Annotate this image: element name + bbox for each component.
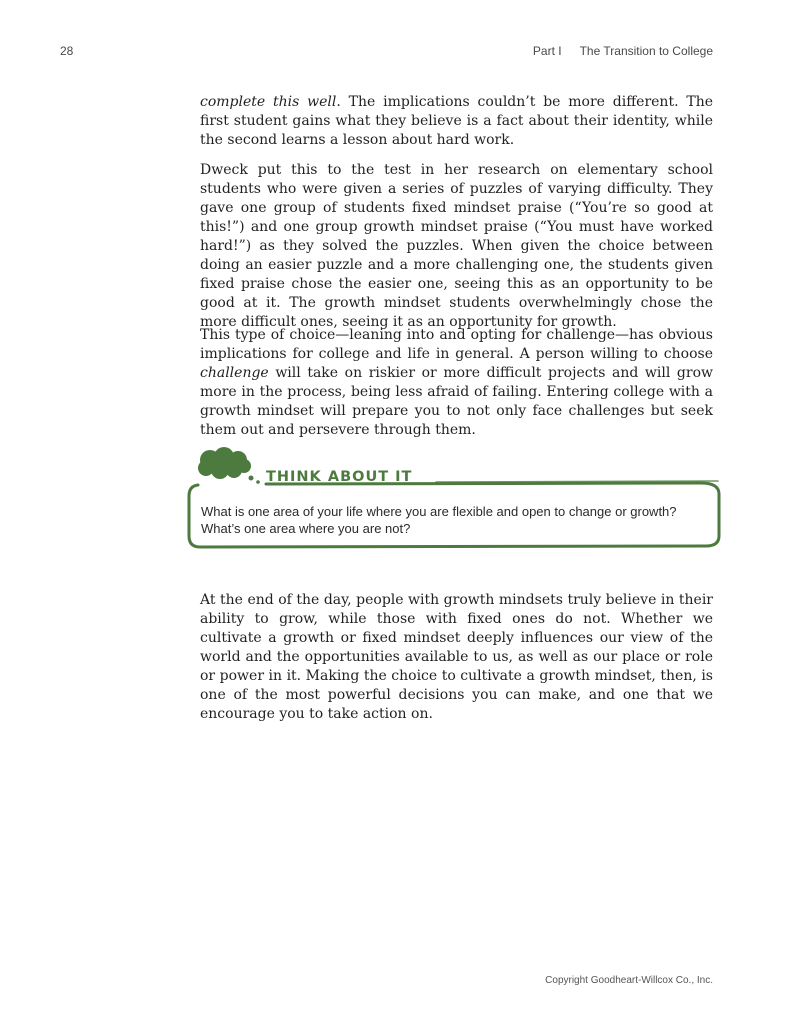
copyright-footer: Copyright Goodheart-Willcox Co., Inc. [545,975,713,986]
paragraph-3-italic: challenge [200,365,269,381]
paragraph-3-text-end: will take on riskier or more difficult projects and will grow more in the process, being less afraid of failing. Entering college with a growth mindset will prepare you to not only face challenges but seek them out and persevere through them. [200,365,713,438]
callout-title: THINK ABOUT IT [266,469,413,485]
running-head [533,44,713,58]
paragraph-4 [200,591,713,734]
page-number: 28 [60,44,74,58]
paragraph-1 [200,93,713,160]
think-about-it-callout [186,446,722,552]
paragraph-4-text: At the end of the day, people with growth mindsets truly believe in their ability to grow, while those with fixed ones do not. Whether we cultivate a growth or fixed mindset deeply influences our view of the world and the opportunities available to us, as well as our place or role or power in it. Making the choice to cultivate a growth mindset, then, is one of the most powerful decisions you can make, and one that we encourage you to take action on. [200,592,713,722]
chapter-title: The Transition to College [579,44,713,58]
thought-bubble-icon [198,447,260,484]
paragraph-2-text: Dweck put this to the test in her research on elementary school students who were given a series of puzzles of varying difficulty. They gave one group of students fixed mindset praise (“You’re so good at this!”) and one group growth mindset praise (“You must have worked hard!”) as they solved the puzzles. When given the choice between doing an easier puzzle and a more challenging one, the students given fixed praise chose the easier one, seeing this as an opportunity to be good at it. The growth mindset students overwhelmingly chose the more difficult ones, seeing it as an opportunity for growth. [200,162,713,330]
callout-question: What is one area of your life where you are flexible and open to change or growth? What’s one area where you are not? [201,504,677,536]
callout-title-rule [436,481,718,482]
part-label: Part I [532,44,562,58]
paragraph-3-text-start: This type of choice—leaning into and opting for challenge—has obvious implications for college and life in general. A person willing to choose [200,327,713,362]
paragraph-1-text: . The implications couldn’t be more different. The first student gains what they believe is a fact about their identity, while the second learns a lesson about hard work. [200,94,713,148]
paragraph-3 [200,326,713,450]
paragraph-2 [200,161,713,342]
paragraph-1-italic: complete this well [200,94,337,110]
page-header [60,44,713,62]
